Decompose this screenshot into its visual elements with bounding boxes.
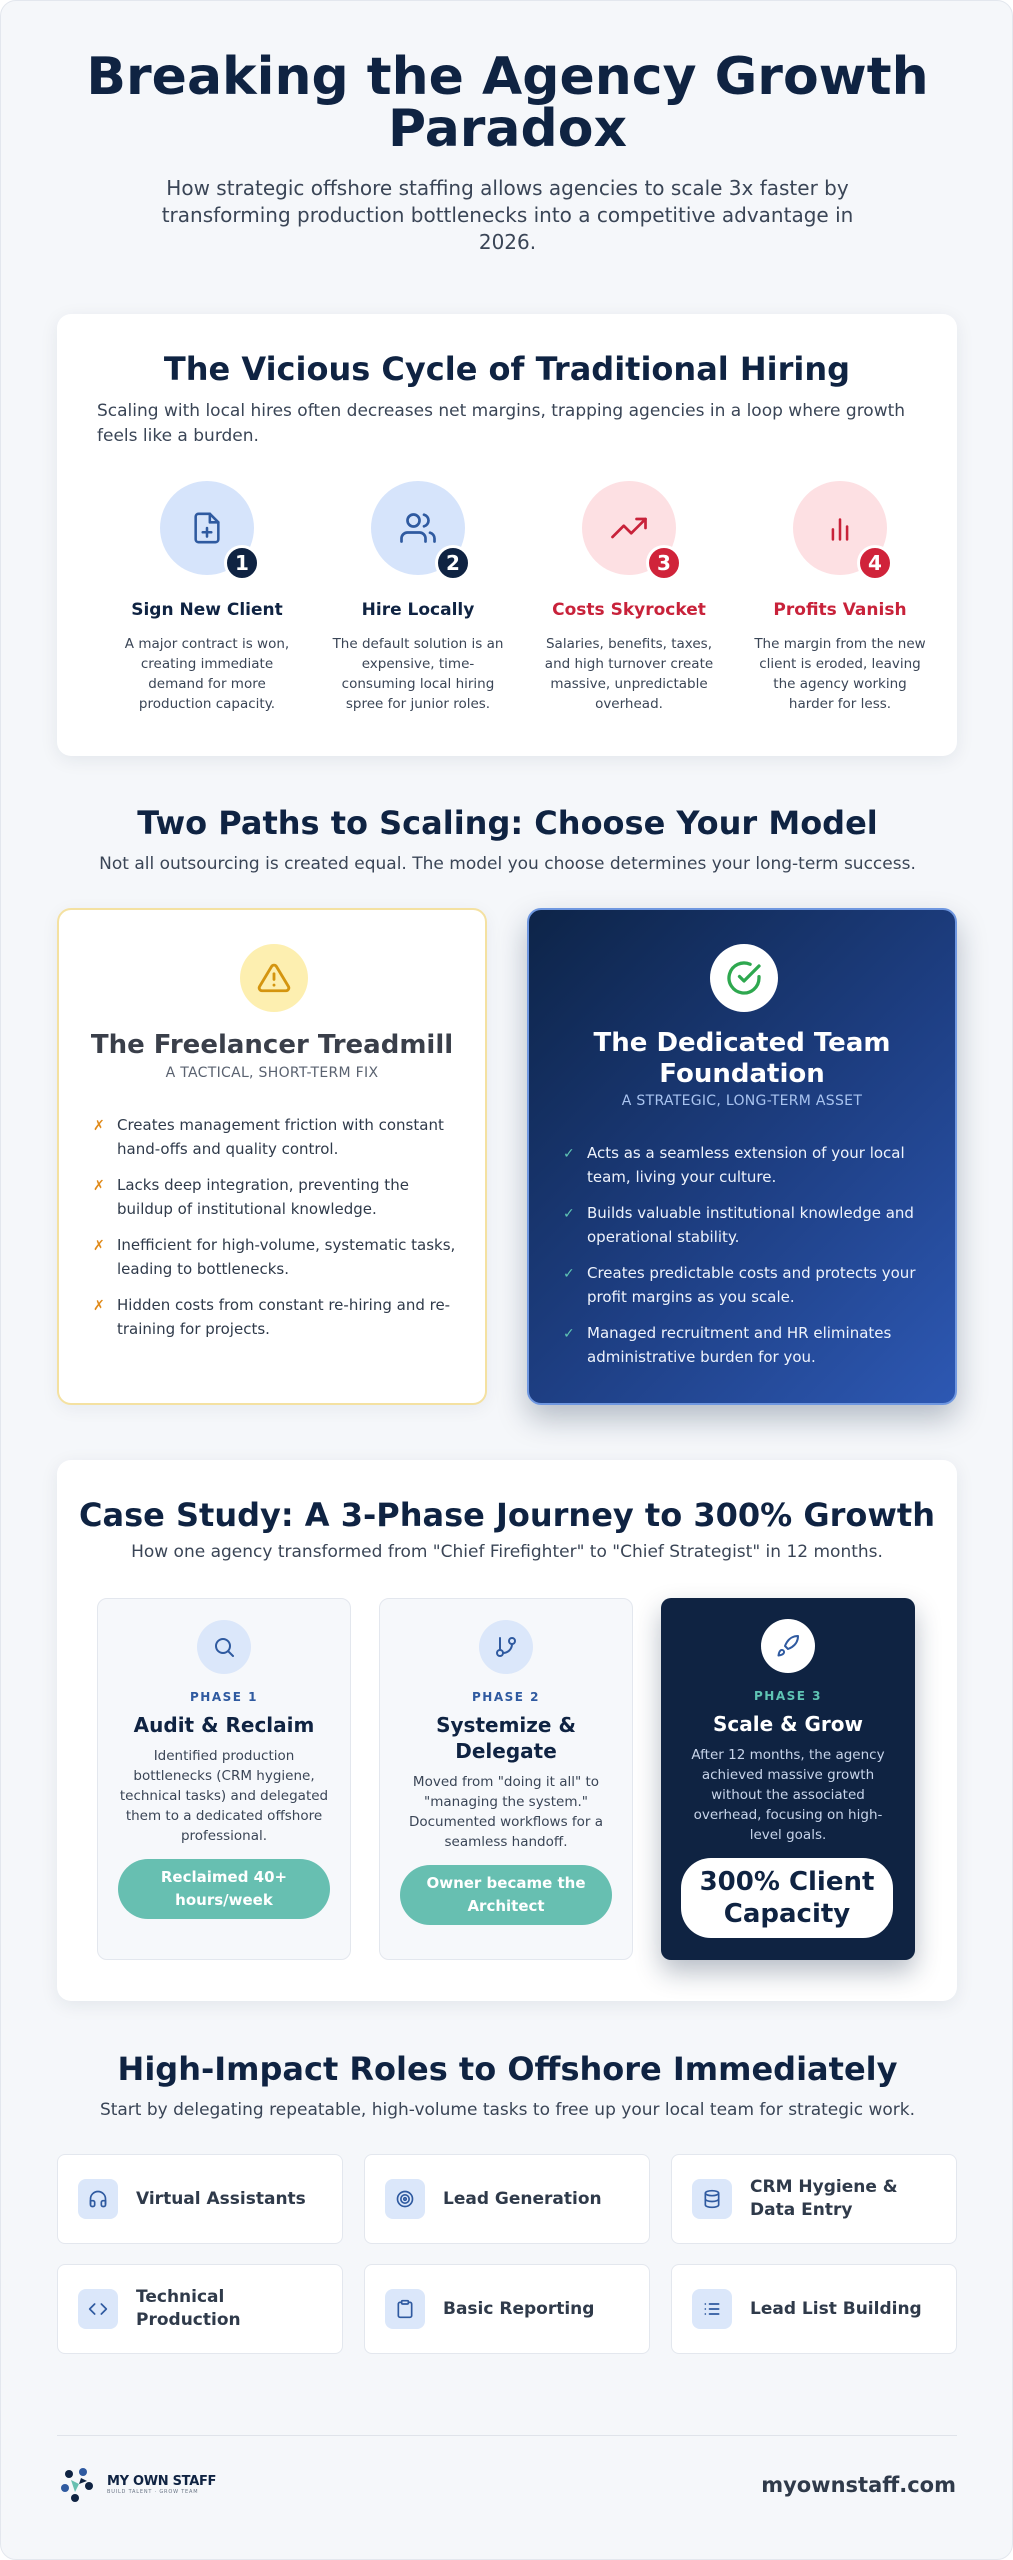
role-label: CRM Hygiene & Data Entry [750,2177,898,2220]
list-item: ✗ Lacks deep integration, preventing the buildup of institutional knowledge. [93,1176,409,1218]
role-card-lead-list-building [671,2264,957,2354]
dedicated-team-card [527,908,957,1405]
phase-title: Systemize & Delegate [436,1713,576,1763]
roles-header [1,2050,1013,2120]
cross-icon: ✗ [93,1118,105,1134]
check-icon: ✓ [563,1146,575,1162]
role-label: Technical Production [136,2287,241,2330]
freelancer-tag: A TACTICAL, SHORT-TERM FIX [165,1065,379,1081]
freelancer-title: The Freelancer Treadmill [90,1030,454,1060]
phase-label: PHASE 2 [472,1690,540,1704]
footer-divider [57,2435,957,2436]
role-card-virtual-assistants [57,2154,343,2244]
step-title: Sign New Client [131,600,283,620]
role-card-technical-production [57,2264,343,2354]
phase-2-card [379,1598,633,1960]
database-icon [692,2179,732,2219]
target-icon [385,2179,425,2219]
cycle-step-2 [318,481,518,714]
phase-result-pill: Owner became the Architect [400,1865,612,1925]
step-title: Profits Vanish [773,600,907,620]
role-card-crm-hygiene [671,2154,957,2244]
trending-up-icon [582,481,676,575]
step-number-badge: 4 [857,545,893,581]
list-item: ✓ Acts as a seamless extension of your local team, living your culture. [563,1144,905,1186]
freelancer-card [57,908,487,1405]
step-number-badge: 2 [435,545,471,581]
list-item: ✓ Managed recruitment and HR eliminates administrative burden for you. [563,1324,892,1366]
cycle-step-1 [107,481,307,714]
warning-icon [240,944,308,1012]
list-item: ✓ Builds valuable institutional knowledge and operational stability. [563,1204,914,1246]
clipboard-icon [385,2289,425,2329]
dedicated-title: The Dedicated Team Foundation [593,1028,891,1089]
step-number-badge: 3 [646,545,682,581]
step-title: Costs Skyrocket [552,600,706,620]
code-icon [78,2289,118,2329]
step-title: Hire Locally [361,600,475,620]
paths-header [1,804,1013,874]
bar-chart-icon [793,481,887,575]
phase-label: PHASE 1 [190,1690,258,1704]
cycle-subtitle: Scaling with local hires often decreases net margins, trapping agencies in a loop where growth feels like a burden. [97,401,906,446]
roles-title: High-Impact Roles to Offshore Immediately [117,2050,898,2088]
phase-text: Identified production bottlenecks (CRM hygiene, technical tasks) and delegated them to a dedicated offshore professional. [119,1748,329,1844]
check-icon: ✓ [563,1326,575,1342]
phase-title: Audit & Reclaim [133,1713,315,1737]
cross-icon: ✗ [93,1238,105,1254]
cross-icon: ✗ [93,1178,105,1194]
search-icon [197,1620,251,1674]
cross-icon: ✗ [93,1298,105,1314]
phase-result-pill: 300% Client Capacity [681,1858,893,1938]
dedicated-tag: A STRATEGIC, LONG-TERM ASSET [621,1093,863,1109]
phase-result-pill: Reclaimed 40+ hours/week [118,1859,330,1919]
list-item: ✗ Inefficient for high-volume, systematic tasks, leading to bottlenecks. [93,1236,456,1278]
step-text: The default solution is an expensive, time-consuming local hiring spree for junior roles. [332,636,504,712]
logo-tagline: BUILD TALENT · GROW TEAM [107,2488,199,2495]
vicious-cycle-card [57,314,957,756]
role-label: Basic Reporting [443,2298,595,2319]
phase-label: PHASE 3 [754,1689,822,1703]
page-subtitle: How strategic offshore staffing allows agencies to scale 3x faster by transforming production bottlenecks into a competitive advantage in 2026. [161,176,854,254]
check-circle-icon [710,944,778,1012]
phase-1-card [97,1598,351,1960]
phase-title: Scale & Grow [712,1712,864,1736]
check-icon: ✓ [563,1266,575,1282]
git-branch-icon [479,1620,533,1674]
paths-title: Two Paths to Scaling: Choose Your Model [137,804,878,842]
users-icon [371,481,465,575]
role-label: Lead Generation [443,2188,602,2209]
step-text: A major contract is won, creating immediate demand for more production capacity. [124,636,290,712]
list-item: ✓ Creates predictable costs and protects your profit margins as you scale. [563,1264,916,1306]
dedicated-list [563,1141,933,1381]
step-text: Salaries, benefits, taxes, and high turnover create massive, unpredictable overhead. [544,636,714,712]
file-plus-icon [160,481,254,575]
cycle-title: The Vicious Cycle of Traditional Hiring [163,350,851,388]
list-item: ✗ Creates management friction with constant hand-offs and quality control. [93,1116,444,1158]
step-text: The margin from the new client is eroded, leaving the agency working harder for less. [754,636,926,712]
freelancer-list [93,1113,463,1353]
roles-subtitle: Start by delegating repeatable, high-volume tasks to free up your local team for strategic work. [99,2100,916,2120]
role-card-lead-generation [364,2154,650,2244]
logo-wordmark: MY OWN STAFF [107,2473,217,2489]
check-icon: ✓ [563,1206,575,1222]
role-label: Virtual Assistants [136,2188,306,2209]
list-icon [692,2289,732,2329]
list-item: ✗ Hidden costs from constant re-hiring and re-training for projects. [93,1296,451,1338]
rocket-icon [761,1619,815,1673]
step-number-badge: 1 [224,545,260,581]
case-title: Case Study: A 3-Phase Journey to 300% Growth [79,1496,935,1534]
role-label: Lead List Building [750,2298,922,2319]
logo-mark-icon [57,2464,99,2506]
case-study-card [57,1460,957,2001]
cycle-step-4 [740,481,940,714]
phase-text: After 12 months, the agency achieved massive growth without the associated overhead, focusing on high-level goals. [691,1747,885,1843]
paths-subtitle: Not all outsourcing is created equal. The model you choose determines your long-term success. [99,854,916,874]
website-link[interactable]: myownstaff.com [761,2473,956,2497]
phase-3-card [661,1598,915,1960]
cycle-step-3 [529,481,729,714]
company-logo [57,2463,227,2507]
case-subtitle: How one agency transformed from "Chief Firefighter" to "Chief Strategist" in 12 months. [131,1542,883,1562]
phase-text: Moved from "doing it all" to "managing the system." Documented workflows for a seamless handoff. [408,1774,604,1850]
role-card-basic-reporting [364,2264,650,2354]
headphones-icon [78,2179,118,2219]
page-title: Breaking the Agency Growth Paradox [86,47,929,159]
hero [81,47,934,256]
